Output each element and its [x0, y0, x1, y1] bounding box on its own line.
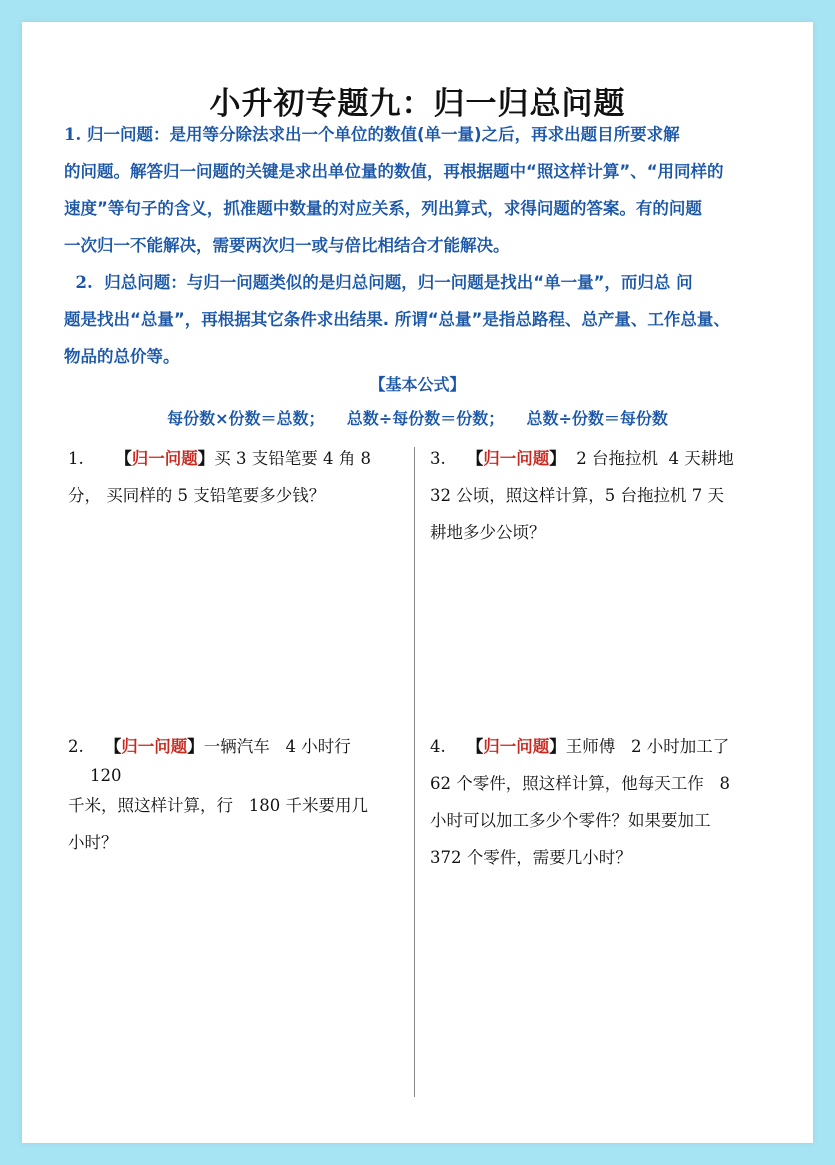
question-1 [68, 440, 398, 514]
question-1-line: 1. 【归一问题】买 3 支铅笔要 4 角 8 [68, 449, 371, 468]
intro-1-line: 1. 归一问题：是用等分除法求出一个单位的数值(单一量)之后，再求出题目所要求解 [64, 125, 680, 144]
question-1-line: 分， 买同样的 5 支铅笔要多少钱？ [68, 486, 326, 505]
question-tag: 归一问题 [483, 737, 550, 756]
question-4-line: 4. 【归一问题】王师傅 2 小时加工了 [430, 737, 730, 756]
question-4 [430, 728, 790, 876]
formula-line: 每份数×份数＝总数； 总数÷每份数＝份数； 总数÷份数＝每份数 [167, 409, 668, 428]
intro-2-number: 2. [75, 273, 93, 292]
question-4-line: 62 个零件，照这样计算，他每天工作 8 [430, 774, 730, 793]
question-number: 2. [68, 737, 84, 756]
question-number: 3. [430, 449, 446, 468]
question-number: 4. [430, 737, 446, 756]
question-4-line: 小时可以加工多少个零件？如果要加工 [430, 811, 711, 830]
intro-1-line: 速度”等句子的含义，抓准题中数量的对应关系，列出算式，求得问题的答案。有的问题 [64, 199, 702, 218]
question-tag: 归一问题 [483, 449, 550, 468]
question-tag: 归一问题 [131, 449, 198, 468]
question-2-line: 千米，照这样计算，行 180 千米要用几 [68, 796, 368, 815]
formula-heading: 【基本公式】 [369, 375, 466, 394]
intro-paragraph-1 [64, 116, 794, 264]
question-2-line: 2. 【归一问题】一辆汽车 4 小时行 [68, 737, 351, 756]
intro-2-line: 物品的总价等。 [64, 347, 180, 366]
question-tag: 归一问题 [121, 737, 188, 756]
question-3-line: 耕地多少公顷？ [430, 523, 546, 542]
question-3-line: 3. 【归一问题】 2 台拖拉机 4 天耕地 [430, 449, 734, 468]
worksheet-page [22, 22, 813, 1143]
column-divider [414, 447, 415, 1097]
question-2-line: 小时？ [68, 833, 118, 852]
question-2-line: 120 [90, 766, 122, 785]
question-3-line: 32 公顷，照这样计算，5 台拖拉机 7 天 [430, 486, 724, 505]
intro-1-number: 1. [64, 125, 82, 144]
page-title: 小升初专题九：归一归总问题 [209, 86, 626, 122]
intro-1-line: 的问题。解答归一问题的关键是求出单位量的数值，再根据题中“照这样计算”、“用同样的 [64, 162, 724, 181]
question-2 [68, 728, 398, 861]
intro-1-line: 一次归一不能解决，需要两次归一或与倍比相结合才能解决。 [64, 236, 510, 255]
question-4-line: 372 个零件，需要几小时？ [430, 848, 632, 867]
intro-2-line: 题是找出“总量”，再根据其它条件求出结果. 所谓“总量”是指总路程、总产量、工作总量、 [64, 310, 730, 329]
intro-paragraph-2 [64, 264, 794, 375]
intro-2-line: 2. 归总问题：与归一问题类似的是归总问题，归一问题是找出“单一量”，而归总 问 [75, 273, 693, 292]
question-3 [430, 440, 790, 551]
question-number: 1. [68, 449, 84, 468]
